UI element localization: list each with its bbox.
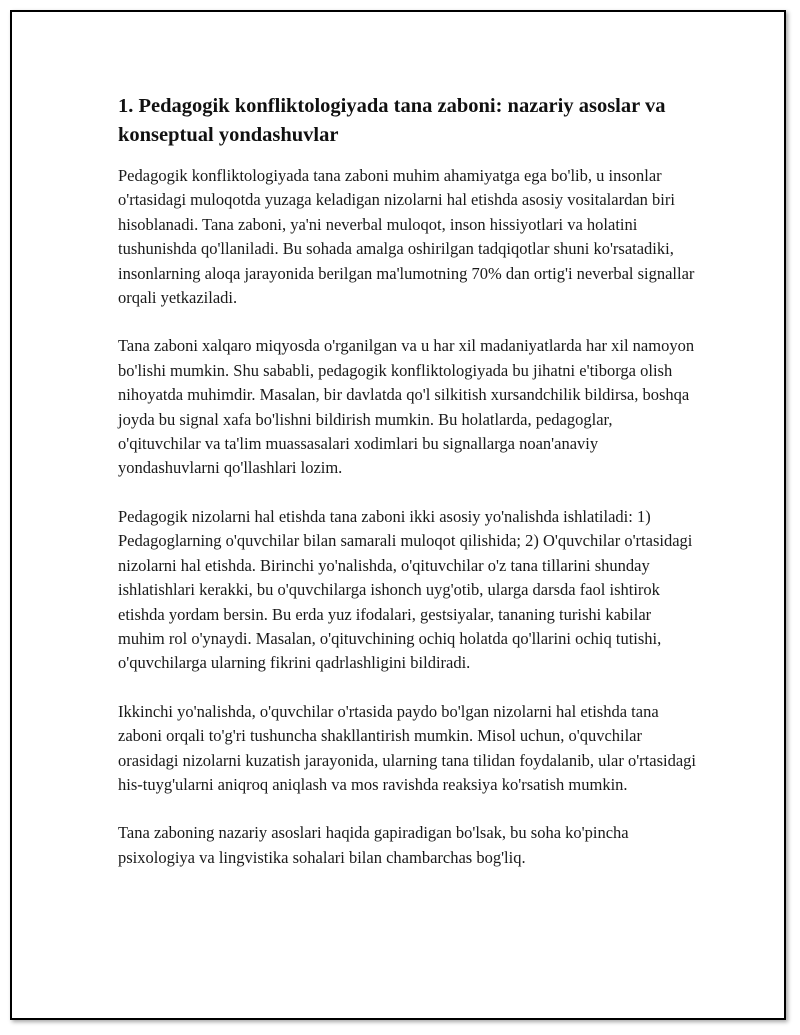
paragraph-4: Ikkinchi yo'nalishda, o'quvchilar o'rtasida paydo bo'lgan nizolarni hal etishda tana zaboni orqali to'g'ri tushuncha shakllantirish mumkin. Misol uchun, o'quvchilar orasidagi nizolarni kuzatish jarayonida, ularning tana tilidan foydalanib, ular o'rtasidagi his-tuyg'ularni aniqroq aniqlash va mos ravishda reaksiya ko'rsatish mumkin. <box>118 701 696 794</box>
paragraph-3: Pedagogik nizolarni hal etishda tana zaboni ikki asosiy yo'nalishda ishlatiladi: 1) Pedagoglarning o'quvchilar bilan samarali muloqot qilishida; 2) O'quvchilar o'rtasidagi nizolarni hal etishda. Birinchi yo'nalishda, o'qituvchilar o'z tana tillarini shunday ishlatishlari kerakki, bu o'quvchilarga ishonch uyg'otib, ularga darsda faol ishtirok etishda yordam bersin. Bu erda yuz ifodalari, gestsiyalar, tananing turishi kabilar muhim rol o'ynaydi. Masalan, o'qituvchining ochiq holatda qo'llarini ochiq tutishi, o'quvchilarga ularning fikrini qadrlashligini bildiradi. <box>118 506 693 673</box>
paragraph-5: Tana zaboning nazariy asoslari haqida gapiradigan bo'lsak, bu soha ko'pincha psixologiya va lingvistika sohalari bilan chambarchas bog'liq. <box>118 823 629 867</box>
section-heading: 1. Pedagogik konfliktologiyada tana zaboni: nazariy asoslar va konseptual yondashuvlar <box>118 95 666 146</box>
paragraph-2: Tana zaboni xalqaro miqyosda o'rganilgan va u har xil madaniyatlarda har xil namoyon bo'lishi mumkin. Shu sababli, pedagogik konfliktologiyada bu jihatni e'tiborga olish nihoyatda muhimdir. Masalan, bir davlatda qo'l silkitish xursandchilik bildirsa, boshqa joyda bu signal xafa bo'lishni bildirish mumkin. Bu holatlarda, pedagoglar, o'qituvchilar va ta'lim muassasalari xodimlari bu signallarga noan'anaviy yondashuvlarni qo'llashlari lozim. <box>118 336 695 478</box>
document-body <box>118 92 698 894</box>
paragraph-1: Pedagogik konfliktologiyada tana zaboni muhim ahamiyatga ega bo'lib, u insonlar o'rtasidagi muloqotda yuzaga keladigan nizolarni hal etishda asosiy vositalardan biri hisoblanadi. Tana zaboni, ya'ni neverbal muloqot, inson hissiyotlari va holatini tushunishda qo'llaniladi. Bu sohada amalga oshirilgan tadqiqotlar shuni ko'rsatadiki, insonlarning aloqa jarayonida berilgan ma'lumotning 70% dan ortig'i neverbal signallar orqali yetkaziladi. <box>118 166 695 308</box>
